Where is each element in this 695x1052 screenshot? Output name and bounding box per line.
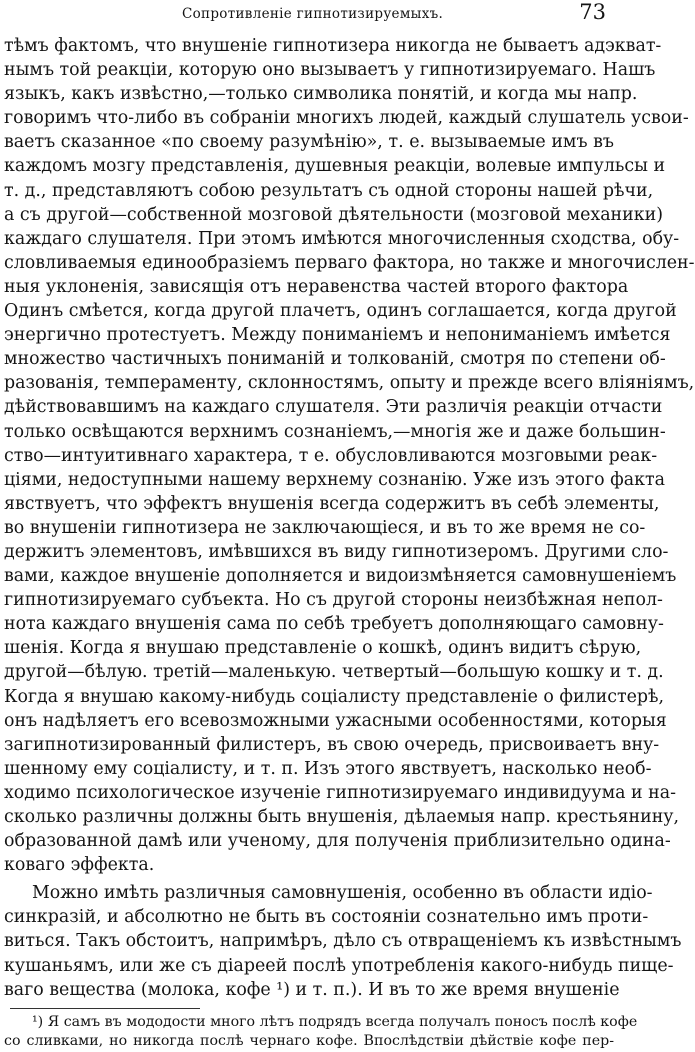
page-number: 73 — [579, 0, 606, 24]
text-line: множество частичныхъ пониманій и толкованій, смотря по степени об- — [4, 349, 666, 370]
text-line: шенія. Когда я внушаю представленіе о кошкѣ, одинъ видитъ сѣрую, — [4, 638, 642, 659]
text-line: держитъ элементовъ, имѣвшихся въ виду гипнотизеромъ. Другими сло- — [4, 541, 669, 562]
text-line: онъ надѣляетъ его всевозможными ужасными особенностями, которыя — [4, 710, 667, 731]
text-line: вами, каждое внушеніе дополняется и видоизмѣняется самовнушеніемъ — [4, 566, 677, 587]
text-line: образованной дамѣ или ученому, для полученія приблизительно одина- — [4, 831, 671, 852]
text-line: дѣйствовавшимъ на каждаго слушателя. Эти различія реакціи отчасти — [4, 397, 663, 418]
text-line: явствуетъ, что эффектъ внушенія всегда содержитъ въ себѣ элементы, — [4, 493, 660, 514]
text-line: ¹) Я самъ въ мододости много лѣтъ подрядъ всегда получалъ поносъ послѣ кофе — [32, 1013, 638, 1030]
text-line: Одинъ смѣется, когда другой плачетъ, одинъ соглашается, когда другой — [4, 301, 677, 322]
text-line: каждаго слушателя. При этомъ имѣются многочисленныя сходства, обу- — [4, 228, 680, 249]
text-line: синкразій, и абсолютно не быть въ состояніи сознательно имъ проти- — [4, 907, 649, 928]
text-line: гипнотизируемаго субъекта. Но съ другой стороны неизбѣжная непол- — [4, 590, 663, 611]
text-line: ваго вещества (молока, кофе ¹) и т. п.). И въ то же время внушеніе — [4, 979, 620, 1000]
text-line: т. д., представляютъ собою результатъ съ одной стороны нашей рѣчи, — [4, 180, 654, 201]
main-text — [4, 34, 695, 1002]
text-line: коваго эффекта. — [4, 855, 155, 876]
text-line: говоримъ что-либо въ собраніи многихъ людей, каждый слушатель усвои- — [4, 108, 689, 129]
text-line: загипнотизированный филистеръ, въ свою очередь, присвоиваетъ вну- — [4, 734, 660, 755]
text-line: со сливками, но никогда послѣ чернаго кофе. Впослѣдствіи дѣйствіе кофе пер- — [4, 1033, 614, 1050]
text-line: ходимо психологическое изученіе гипнотизируемаго индивидуума и на- — [4, 782, 676, 803]
text-line: Когда я внушаю какому-нибудь соціалисту представленіе о филистерѣ, — [4, 686, 665, 707]
text-line: каждомъ мозгу представленія, душевныя реакціи, волевые импульсы и — [4, 156, 666, 177]
text-line: словливаемыя единообразіемъ перваго фактора, но также и многочислен- — [4, 252, 695, 273]
text-line: а съ другой—собственной мозговой дѣятельности (мозговой механики) — [4, 204, 663, 225]
text-line: сколько различны должны быть внушенія, дѣлаемыя напр. крестьянину, — [4, 807, 680, 827]
paragraph-2 — [4, 881, 682, 1001]
text-line: Можно имѣть различныя самовнушенія, особенно въ области идіо- — [32, 883, 653, 904]
text-line: нота каждаго внушенія сама по себѣ требуетъ дополняющаго самовну- — [4, 614, 664, 635]
text-line: языкъ, какъ извѣстно,—только символика понятій, и когда мы напр. — [4, 84, 638, 105]
text-line: разованія, темпераменту, склонностямъ, опыту и прежде всего вліяніямъ, — [4, 373, 695, 394]
footnote-rule — [10, 1008, 200, 1009]
footnote — [4, 1013, 638, 1052]
text-line: шенному ему соціалисту, и т. п. Изъ этого явствуетъ, насколько необ- — [4, 758, 652, 779]
running-head: Сопротивленіе гипнотизируемыхъ. — [182, 6, 444, 22]
text-line: нымъ той реакціи, которую оно вызываетъ у гипнотизируемаго. Нашъ — [4, 60, 656, 81]
page-header — [4, 0, 614, 34]
paragraph-1 — [4, 34, 695, 877]
text-line: энергично протестуетъ. Между пониманіемъ и непониманіемъ имѣется — [4, 325, 671, 346]
text-line: только освѣщаются верхнимъ сознаніемъ,—многія же и даже большин- — [4, 421, 666, 442]
text-line: ціями, недоступными нашему верхнему сознанію. Уже изъ этого факта — [4, 469, 665, 490]
text-line: виться. Такъ обстоитъ, напримѣръ, дѣло съ отвращеніемъ къ извѣстнымъ — [4, 931, 682, 952]
text-line: кушаньямъ, или же съ діареей послѣ употребленія какого-нибудь пище- — [4, 955, 674, 976]
text-line: ство—интуитивнаго характера, т е. обусловливаются мозговыми реак- — [4, 445, 658, 466]
text-line: ваетъ сказанное «по своему разумѣнію», т. е. вызываемые имъ въ — [4, 132, 614, 153]
text-line: ныя уклоненія, зависящія отъ неравенства частей второго фактора — [4, 276, 629, 297]
text-line: другой—бѣлую. третій—маленькую. четвертый—большую кошку и т. д. — [4, 662, 664, 683]
text-line: тѣмъ фактомъ, что внушеніе гипнотизера никогда не бываетъ адэкват- — [4, 36, 662, 56]
text-line: во внушеніи гипнотизера не заключающіеся, и въ то же время не со- — [4, 517, 646, 538]
